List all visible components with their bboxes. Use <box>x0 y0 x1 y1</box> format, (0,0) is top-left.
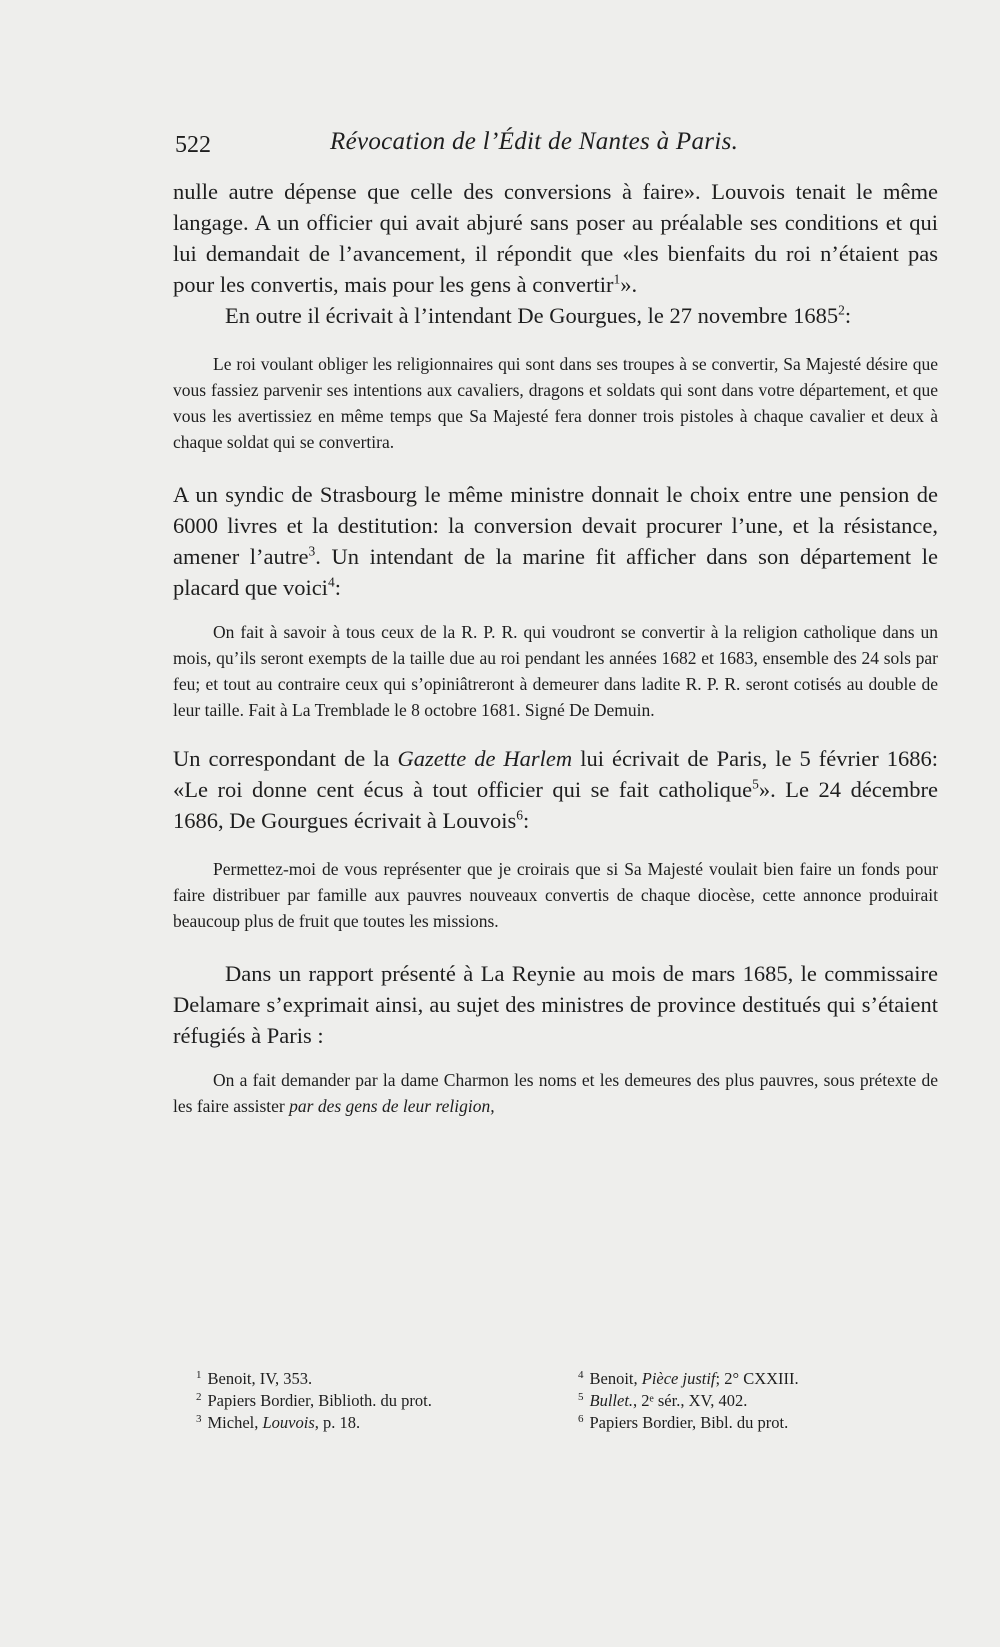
footnote-3: $^3$ Michel, Louvois, p. 18. <box>196 1412 361 1432</box>
page-header <box>175 128 928 164</box>
footnote-ref-1: 1 <box>613 271 621 287</box>
footnote-6: $^6$ Papiers Bordier, Bibl. du prot. <box>578 1412 789 1432</box>
quotation-4: On a fait demander par la dame Charmon les noms et les demeures des plus pauvres, sous prétexte de les faire assister par des gens de leur religion, <box>173 1070 938 1116</box>
newspaper-title: Gazette de Harlem <box>397 746 573 771</box>
footnote-5: $^5$ Bullet., 2ᵉ sér., XV, 402. <box>578 1390 748 1410</box>
footnote-4: $^4$ Benoit, Pièce justif; 2° CXXIII. <box>578 1368 799 1388</box>
footnote-ref-2: 2 <box>838 302 845 318</box>
paragraph-2: En outre il écrivait à l’intendant De Gourgues, le 27 novembre 1685$^2$: <box>225 302 852 328</box>
footnote-2: $^2$ Papiers Bordier, Biblioth. du prot. <box>196 1390 432 1410</box>
footnotes-left-column <box>196 1368 556 1434</box>
footnotes-right-column <box>578 1368 918 1434</box>
paragraph-4: Un correspondant de la Gazette de Harlem lui écrivait de Paris, le 5 février 1686: «Le roi donne cent écus à tout officier qui se fait catholique$^5$». Le 24 décembre 1686, De Gourgues écrivait à Louvois$^6$: <box>173 746 939 833</box>
footnote-ref-6: 6 <box>516 807 524 823</box>
footnote-ref-4: 4 <box>327 574 335 590</box>
quotation-2: On fait à savoir à tous ceux de la R. P. R. qui voudront se convertir à la religion catholique dans un mois, qu’ils seront exempts de la taille due au roi pendant les années 1682 et 1683, ensemble des 24 sols par feu; et tout au contraire ceux qui s’opiniâtreront à demeurer dans ladite R. P. R. seront cotisés au double de leur taille. Fait à La Tremblade le 8 octobre 1681. Signé De Demuin. <box>173 622 938 720</box>
running-title: Révocation de l’Édit de Nantes à Paris. <box>330 128 739 155</box>
footnote-ref-5: 5 <box>752 776 759 792</box>
page-number: 522 <box>175 132 211 158</box>
quotation-3: Permettez-moi de vous représenter que je croirais que si Sa Majesté voulait bien faire un fonds pour faire distribuer par famille aux pauvres nouveaux convertis de chaque diocèse, cette annonce produirait beaucoup plus de fruit que toutes les missions. <box>173 859 938 931</box>
main-text <box>173 176 938 1119</box>
quotation-1: Le roi voulant obliger les religionnaires qui sont dans ses troupes à se convertir, Sa Majesté désire que vous fassiez parvenir ses intentions aux cavaliers, dragons et soldats qui sont dans votre département, et que vous les avertissiez en même temps que Sa Majesté fera donner trois pistoles à chaque cavalier et deux à chaque soldat qui se convertira. <box>173 354 938 452</box>
paragraph-5: Dans un rapport présenté à La Reynie au mois de mars 1685, le commissaire Delamare s’exprimait ainsi, au sujet des ministres de province destitués qui s’étaient réfugiés à Paris : <box>173 961 938 1048</box>
paragraph-1: nulle autre dépense que celle des conversions à faire». Louvois tenait le même langage. A un officier qui avait abjuré sans poser au préalable ses conditions et qui lui demandait de l’avancement, il répondit que «les bienfaits du roi n’étaient pas pour les convertis, mais pour les gens à convertir$^1$». <box>173 179 938 297</box>
footnote-ref-3: 3 <box>308 543 316 559</box>
paragraph-3: A un syndic de Strasbourg le même ministre donnait le choix entre une pension de 6000 livres et la destitution: la conversion devait procurer l’une, et la résistance, amener l’autre$^3$. Un intendant de la marine fit afficher dans son département le placard que voici$^4$: <box>173 482 939 600</box>
footnote-1: $^1$ Benoit, IV, 353. <box>196 1368 313 1388</box>
